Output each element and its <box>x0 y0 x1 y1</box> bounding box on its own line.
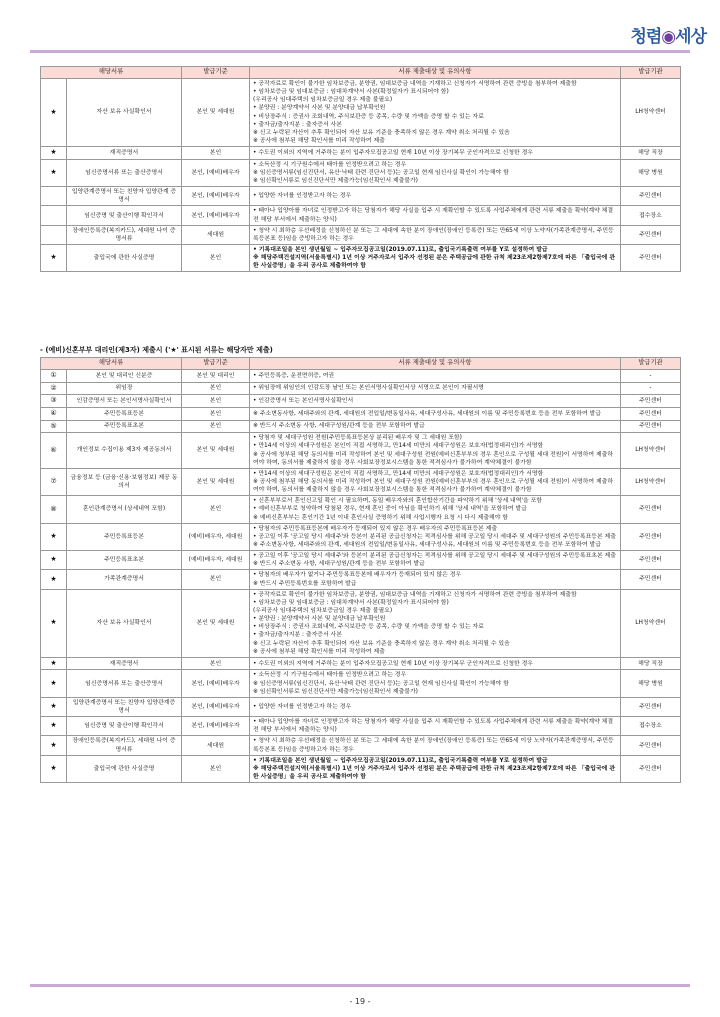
table-row <box>41 420 681 433</box>
table-row <box>41 670 681 697</box>
issuing-agency: 주민센터 <box>621 551 681 570</box>
notes-cell <box>250 407 621 420</box>
issuing-agency: LH청약센터 <box>621 589 681 657</box>
issuing-agency: 주민센터 <box>621 187 681 206</box>
issue-basis: 본인 및 대리인 <box>182 370 250 383</box>
notes-cell <box>250 206 621 225</box>
table-header-row <box>41 358 681 370</box>
note-line: • 소득산정 시 기구원수에서 태아를 인정받으려고 하는 경우 <box>253 161 407 168</box>
note-line: • 비상장주식 : 증권사 조회내역, 주식보관증 등 종목, 수량 및 가액을 증명 할 수 있는 자료 <box>253 624 484 631</box>
issue-basis: 본인, (예비)배우자 <box>182 187 250 206</box>
notes-cell <box>250 670 621 697</box>
row-marker: ★ <box>41 657 67 670</box>
issuing-agency: 주민센터 <box>621 736 681 755</box>
issue-basis: 본인 및 세대원 <box>182 79 250 147</box>
note-line: • 신혼부부로서 혼인신고일 확인 시 필요하며, 동일 배우자와의 혼인합산기간을 파악하기 위해 '상세 내역'을 포함 <box>253 498 542 505</box>
brand-logo: 청렴◉세상 <box>630 27 706 47</box>
issue-basis: 본인 <box>182 420 250 433</box>
issuing-agency: 주민센터 <box>621 225 681 244</box>
table-row <box>41 159 681 186</box>
notes-cell <box>250 370 621 383</box>
note-line: ※ 주소변동사항, 세대주와의 관계, 세대원의 전입일/변동일사유, 세대구성사유, 세대원의 이름 및 주민등록번호 등을 전부 포함하여 발급 <box>253 541 601 548</box>
document-name: 주민등록표등본 <box>67 523 182 550</box>
note-line: • 입양한 자녀를 인정받고자 하는 경우 <box>253 193 352 200</box>
note-line: • 예비신혼부부로 청약하여 당첨된 경우, 현재 혼인 중이 아님을 확인하기 위해 '상세 내역'을 포함하여 발급 <box>253 506 527 513</box>
notes-cell <box>250 570 621 589</box>
issue-basis: (예비)배우자, 세대원 <box>182 551 250 570</box>
note-line: • 소득산정 시 기구원수에서 태아를 인정받으려고 하는 경우 <box>253 672 407 679</box>
agency-header: 발급기관 <box>621 358 681 370</box>
table-row <box>41 570 681 589</box>
document-name: 임신증명 및 출산이행 확인각서 <box>67 717 182 736</box>
notes-cell <box>250 717 621 736</box>
document-name: 임신증명서류 또는 출산증명서 <box>67 159 182 186</box>
note-line: • 위임장에 위임인의 인감도장 날인 또는 본인서명사실확인서상 서명으로 본인이 자필서명 <box>253 385 484 392</box>
row-marker: ★ <box>41 159 67 186</box>
document-name: 주민등록표초본 <box>67 551 182 570</box>
table-row <box>41 245 681 272</box>
row-marker: ★ <box>41 570 67 589</box>
notes-cell <box>250 382 621 395</box>
issue-basis: 본인 및 세대원 <box>182 589 250 657</box>
table-row <box>41 370 681 383</box>
document-name: 입양관계증명서 또는 친양자 입양관계 증명서 <box>67 187 182 206</box>
note-line: • 공작자료로 확인이 불가한 임차보증금, 분양권, 임대보증금 내역을 기재하고 신청자가 서명하여 관련 증빙을 첨부하여 제출함 <box>253 591 577 598</box>
issuing-agency: - <box>621 370 681 383</box>
notes-cell <box>250 187 621 206</box>
issuing-agency: 주민센터 <box>621 407 681 420</box>
note-line: • 인감증명서 또는 본인서명사실확인서 <box>253 398 354 405</box>
note-line: • 임차보증금 및 임대보증금 : 임대차계약서 사본(확정일자가 표시되어야 함) <box>253 599 449 606</box>
issue-basis: 본인, (예비)배우자 <box>182 159 250 186</box>
table-row <box>41 496 681 523</box>
note-line: • 당첨자 및 세대구성원 전원(주민등록표등본상 분리된 배우자 및 그 세대원 포함) <box>253 435 462 442</box>
table-row <box>41 433 681 469</box>
row-marker: ★ <box>41 670 67 697</box>
note-line: • 수도권 이외의 지역에 거주하는 분이 입주자모집공고일 현재 10년 이상 장기복무 군인자격으로 신청한 경우 <box>253 149 533 156</box>
row-marker: ① <box>41 370 67 383</box>
notes-cell <box>250 420 621 433</box>
note-line: • 공고일 이후 '공고일 당시 세대주'와 등본이 분리된 공급신청자는 적격심사를 위해 공고일 당시 세대주 및 세대구성원의 주민등록표등본 제출 <box>253 533 616 540</box>
issuing-agency: LH청약센터 <box>621 79 681 147</box>
note-line: • 태아나 입양아를 자녀로 인정받고자 하는 당첨자가 해당 사실을 입주 시 재확인할 수 있도록 사업주체에게 관련 서류 제출을 확약(계약 체결전 해당 부서에서 제출하는 양식) <box>253 719 614 734</box>
issue-basis: 본인 <box>182 755 250 782</box>
issue-basis: 본인, (예비)배우자 <box>182 697 250 716</box>
document-name: 재직증명서 <box>67 657 182 670</box>
row-marker: ⑦ <box>41 468 67 495</box>
issuing-agency: 주민센터 <box>621 523 681 550</box>
document-name: 출입국에 관한 사실증명 <box>67 245 182 272</box>
required-documents-table-2 <box>40 357 681 783</box>
issuing-agency: 주민센터 <box>621 755 681 782</box>
document-name: 금융정보 등 (금융·신용·보험정보) 제공 동의서 <box>67 468 182 495</box>
table-row <box>41 551 681 570</box>
issuing-agency: LH청약센터 <box>621 468 681 495</box>
note-line: ※ 공사에 청부된 해당 동의서를 미리 작성하여 본인 및 세대구성원 전원(예비신혼부부의 경우 혼인으로 구성될 세대 전원)이 서명하여 제출하여야 하며, 동의서를 제출하지 않을 경우 사회보장정보시스템을 통한 적격심사가 불가하여 계약체결이 불가함 <box>253 451 614 466</box>
document-name: 본인 및 대리인 신분증 <box>67 370 182 383</box>
note-line: • 공고일 이후 '공고일 당시 세대주'와 등본이 분리된 공급신청자는 적격심사를 위해 공고일 당시 세대주 및 세대구성원의 주민등록표초본 제출 <box>253 553 616 560</box>
row-marker: ★ <box>41 147 67 160</box>
row-marker: ★ <box>41 245 67 272</box>
row-marker: ★ <box>41 736 67 755</box>
document-name: 주민등록표등본 <box>67 407 182 420</box>
issuing-agency: 주민센터 <box>621 395 681 408</box>
issue-basis: 본인 <box>182 407 250 420</box>
table-row <box>41 147 681 160</box>
issue-basis: 본인 및 세대원 <box>182 468 250 495</box>
bottom-divider <box>30 984 690 987</box>
notes-cell <box>250 496 621 523</box>
note-line: • 비상장주식 : 증권사 조회내역, 주식보관증 등 종목, 수량 및 가액을 증명 할 수 있는 자료 <box>253 113 484 120</box>
issue-basis: (예비)배우자, 세대원 <box>182 523 250 550</box>
row-marker <box>41 225 67 244</box>
note-line: ※ 임신확인서류로 임신진단서만 제출가능(임신확인서 제출불가) <box>253 688 418 695</box>
row-marker: ⑤ <box>41 420 67 433</box>
document-name: 위임장 <box>67 382 182 395</box>
notes-cell <box>250 755 621 782</box>
note-line: • 만14세 이상의 세대구성원은 본인이 직접 서명하고, 만14세 미만의 세대구성원은 보호자(법정대리인)가 서명함 <box>253 470 544 477</box>
note-line: ※ 신고 누락된 자산이 추후 확인되어 자산 보유 기준을 충족하지 않은 경우 계약 취소 처리될 수 있음 <box>253 129 510 136</box>
issuing-agency: - <box>621 382 681 395</box>
notes-header: 서류 제출대상 및 유의사항 <box>250 67 621 79</box>
document-name: 재직증명서 <box>67 147 182 160</box>
note-line: • 수도권 이외의 지역에 거주하는 분이 입주자모집공고일 현재 10년 이상 장기복무 군인자격으로 신청한 경우 <box>253 660 533 667</box>
issuing-agency: 주민센터 <box>621 245 681 272</box>
table-row <box>41 407 681 420</box>
issuing-agency: 주민센터 <box>621 697 681 716</box>
document-name: 임신증명서류 또는 출산증명서 <box>67 670 182 697</box>
notes-cell <box>250 159 621 186</box>
notes-cell <box>250 395 621 408</box>
row-marker <box>41 187 67 206</box>
note-line: • 기록대조일을 본인 생년월일 ~ 입주자모집공고일(2019.07.11)로, 출입국기록출력 여부를 Y로 설정하여 발급 <box>253 757 548 764</box>
issuing-agency: 주민센터 <box>621 570 681 589</box>
row-marker <box>41 206 67 225</box>
issue-basis: 세대원 <box>182 225 250 244</box>
issuing-agency: LH청약센터 <box>621 433 681 469</box>
issue-basis: 본인 <box>182 657 250 670</box>
note-line: (우리공사 임대주택의 임차보증금일 경우 제출 불필요) <box>253 97 393 104</box>
note-line: • 청약 시 최하층 우선배정을 신청하신 분 또는 그 세대에 속한 분이 장애인(장애인 등록증) 또는 만65세 이상 노약자(가족관계증명서, 주민등록등본표 등)임을 증빙하고자 하는 경우 <box>253 738 614 753</box>
table-row <box>41 382 681 395</box>
notes-cell <box>250 433 621 469</box>
notes-cell <box>250 79 621 147</box>
table-row <box>41 657 681 670</box>
note-line: ※ 공사에 첨부된 해당 확인서를 미리 작성하여 제출 <box>253 137 385 144</box>
notes-cell <box>250 468 621 495</box>
document-name: 혼인관계증명서 (상세내역 포함) <box>67 496 182 523</box>
issue-basis: 본인 <box>182 395 250 408</box>
issue-basis: 본인 <box>182 496 250 523</box>
issuing-agency: 해당 직장 <box>621 657 681 670</box>
notes-cell <box>250 657 621 670</box>
required-documents-table-1 <box>40 66 681 272</box>
row-marker: ★ <box>41 523 67 550</box>
document-name: 가족관계증명서 <box>67 570 182 589</box>
row-marker: ⑥ <box>41 433 67 469</box>
row-marker: ★ <box>41 755 67 782</box>
note-line: ※ 신고 누락된 자산이 추후 확인되어 자산 보유 기준을 충족하지 않은 경우 계약 취소 처리될 수 있음 <box>253 640 510 647</box>
issue-basis: 본인, (예비)배우자 <box>182 206 250 225</box>
table-row <box>41 187 681 206</box>
notes-cell <box>250 147 621 160</box>
table-row <box>41 717 681 736</box>
row-marker: ③ <box>41 395 67 408</box>
row-marker: ★ <box>41 551 67 570</box>
issue-basis: 본인 <box>182 147 250 160</box>
note-line: • 임차보증금 및 임대보증금 : 임대차계약서 사본(확정일자가 표시되어야 함) <box>253 89 449 96</box>
note-line: • 출자금/출자지분 : 출자증서 사본 <box>253 632 342 639</box>
table-row <box>41 736 681 755</box>
doc-header: 해당서류 <box>41 358 182 370</box>
issue-basis: 본인 및 세대원 <box>182 433 250 469</box>
issuing-agency: 해당 병원 <box>621 670 681 697</box>
note-line: • 당첨자의 배우자가 없거나 주민등록표등본에 배우자가 등재되어 있지 않은 경우 <box>253 572 462 579</box>
note-line: ※ 임신증명서류(임신진단서, 유산·낙태 관련 진단서 등)는 공고일 현재 임신사실 확인이 가능해야 함 <box>253 169 509 176</box>
document-name: 출입국에 관한 사실증명 <box>67 755 182 782</box>
document-name: 임신증명 및 출산이행 확인각서 <box>67 206 182 225</box>
row-marker: ④ <box>41 407 67 420</box>
notes-cell <box>250 551 621 570</box>
document-name: 입양관계증명서 또는 친양자 입양관계증명서 <box>67 697 182 716</box>
issuing-agency: 해당 병원 <box>621 159 681 186</box>
row-marker: ★ <box>41 79 67 147</box>
table-header-row <box>41 67 681 79</box>
document-name: 자산 보유 사실확인서 <box>67 79 182 147</box>
issue-basis: 본인, (예비)배우자 <box>182 670 250 697</box>
doc-header: 해당서류 <box>41 67 182 79</box>
note-line: (우리공사 임대주택의 임차보증금일 경우 제출 불필요) <box>253 607 393 614</box>
issue-basis: 본인 <box>182 382 250 395</box>
note-line: • 주민등록증, 운전면허증, 여권 <box>253 372 335 379</box>
note-line: • 당첨자의 주민등록표등본에 배우자가 등재되어 있지 않은 경우 배우자의 주민등록표등본 제출 <box>253 525 498 532</box>
note-line: ※ 예비신혼부부는 혼인기간 1년 이내 혼인사실 증명하기 위해 사업시행자 요청 시 다시 제출해야 함 <box>253 514 508 521</box>
basis-header: 발급기준 <box>182 67 250 79</box>
note-line: • 공작자료로 확인이 불가한 임차보증금, 분양권, 임대보증금 내역을 기재하고 신청자가 서명하여 관련 증빙을 첨부하여 제출함 <box>253 81 577 87</box>
document-name: 자산 보유 사실확인서 <box>67 589 182 657</box>
table-row <box>41 468 681 495</box>
table-row <box>41 225 681 244</box>
table-row <box>41 79 681 147</box>
table-row <box>41 206 681 225</box>
note-line: • 청약 시 최하층 우선배정을 신청하신 분 또는 그 세대에 속한 분이 장애인(장애인 등록증) 또는 만65세 이상 노약자(가족관계증명서, 주민등록등본표 등)임을 증빙하고자 하는 경우 <box>253 227 614 242</box>
top-divider <box>30 50 690 53</box>
notes-cell <box>250 225 621 244</box>
table-row <box>41 697 681 716</box>
note-line: ※ 공사에 첨부된 해당 확인서를 미리 작성하여 제출 <box>253 648 385 655</box>
note-line: ※ 공사에 첨부된 해당 동의서를 미리 작성하여 본인 및 세대구성원 전원(예비신혼부부의 경우 혼인으로 구성될 세대 전원)이 서명하여 제출하여야 하며, 동의서를 제출하지 않을 경우 사회보장정보시스템을 통한 적격심사가 불가하여 계약체결이 불가함 <box>253 478 614 494</box>
note-line: • 분양권 : 분양계약서 사본 및 분양대금 납부확인원 <box>253 105 386 112</box>
note-line: • 출자금/출자지분 : 출자증서 사본 <box>253 121 342 128</box>
page-number: - 19 - <box>349 997 371 1006</box>
row-marker: ★ <box>41 697 67 716</box>
note-line: • 분양권 : 분양계약서 사본 및 분양대금 납부확인원 <box>253 616 386 623</box>
note-line: ※ 반드시 주소변동 사항, 세대구성원/관계 등을 전부 포함하여 발급 <box>253 423 425 430</box>
issuing-agency: 주민센터 <box>621 420 681 433</box>
notes-cell <box>250 245 621 272</box>
note-line: • 입양한 자녀를 인정받고자 하는 경우 <box>253 703 352 710</box>
notes-cell <box>250 697 621 716</box>
notes-cell <box>250 589 621 657</box>
note-line: ※ 반드시 주소변동 사항, 세대구성원/관계 등을 전부 포함하여 발급 <box>253 561 425 568</box>
notes-cell <box>250 523 621 550</box>
agency-header: 발급기관 <box>621 67 681 79</box>
issuing-agency: 해당 직장 <box>621 147 681 160</box>
document-name: 장애인등록증(복지카드), 세대원 나이 증명서류 <box>67 736 182 755</box>
issuing-agency: 접수장소 <box>621 717 681 736</box>
table-row <box>41 589 681 657</box>
table-row <box>41 755 681 782</box>
issuing-agency: 주민센터 <box>621 496 681 523</box>
note-line: ※ 임신확인서류로 임신진단서만 제출가능(임신확인서 제출불가) <box>253 178 418 185</box>
notes-cell <box>250 736 621 755</box>
document-name: 주민등록표초본 <box>67 420 182 433</box>
row-marker: ★ <box>41 589 67 657</box>
note-line: • 태아나 입양아를 자녀로 인정받고자 하는 당첨자가 해당 사실을 입주 시 재확인할 수 있도록 사업주체에게 관련 서류 제출을 확약(계약 체결전 해당 부서에서 제출하는 양식) <box>253 208 614 223</box>
issue-basis: 본인 <box>182 245 250 272</box>
note-line: • 만14세 이상의 세대구성원은 본인이 직접 서명하고, 만14세 미만의 세대구성원은 보호자(법정대리인)가 서명함 <box>253 443 544 450</box>
row-marker: ⑧ <box>41 496 67 523</box>
issue-basis: 본인, (예비)배우자 <box>182 717 250 736</box>
note-line: • 기록대조일을 본인 생년월일 ~ 입주자모집공고일(2019.07.11)로, 출입국기록출력 여부를 Y로 설정하여 발급 <box>253 247 548 254</box>
table-row <box>41 523 681 550</box>
note-line: ※ 임신증명서류(임신진단서, 유산·낙태 관련 진단서 등)는 공고일 현재 임신사실 확인이 가능해야 함 <box>253 680 509 687</box>
row-marker: ② <box>41 382 67 395</box>
section-title: - (예비)신혼부부 대리인(제3자) 제출시 ('★' 표시된 서류는 해당자만 제출) <box>40 346 273 354</box>
note-line: ※ 주소변동사항, 세대주와의 관계, 세대원의 전입일/변동일사유, 세대구성사유, 세대원의 이름 및 주민등록번호 등을 전부 포함하여 발급 <box>253 410 601 417</box>
notes-header: 서류 제출대상 및 유의사항 <box>250 358 621 370</box>
basis-header: 발급기준 <box>182 358 250 370</box>
document-name: 장애인등록증(복지카드), 세대원 나이 증명서류 <box>67 225 182 244</box>
issuing-agency: 접수장소 <box>621 206 681 225</box>
note-line: ※ 반드시 주민등록번호를 포함하여 발급 <box>253 580 357 587</box>
document-name: 개인정보 수집이용 제3자 제공동의서 <box>67 433 182 469</box>
table-row <box>41 395 681 408</box>
document-name: 인감증명서 또는 본인서명사실확인서 <box>67 395 182 408</box>
issue-basis: 본인 <box>182 570 250 589</box>
row-marker: ★ <box>41 717 67 736</box>
note-line: ※ 해당주택건설지역(서울특별시) 1년 이상 거주자로서 입주자 선정된 분은 주택공급에 관한 규칙 제23조제2항제7호에 따른 「출입국에 관한 사실증명」을 우리 공사로 제출하여야 함 <box>253 765 616 780</box>
issue-basis: 세대원 <box>182 736 250 755</box>
note-line: ※ 해당주택건설지역(서울특별시) 1년 이상 거주자로서 입주자 선정된 분은 주택공급에 관한 규칙 제23조제2항제7호에 따른 「출입국에 관한 사실증명」을 우리 공사로 제출하여야 함 <box>253 255 616 270</box>
